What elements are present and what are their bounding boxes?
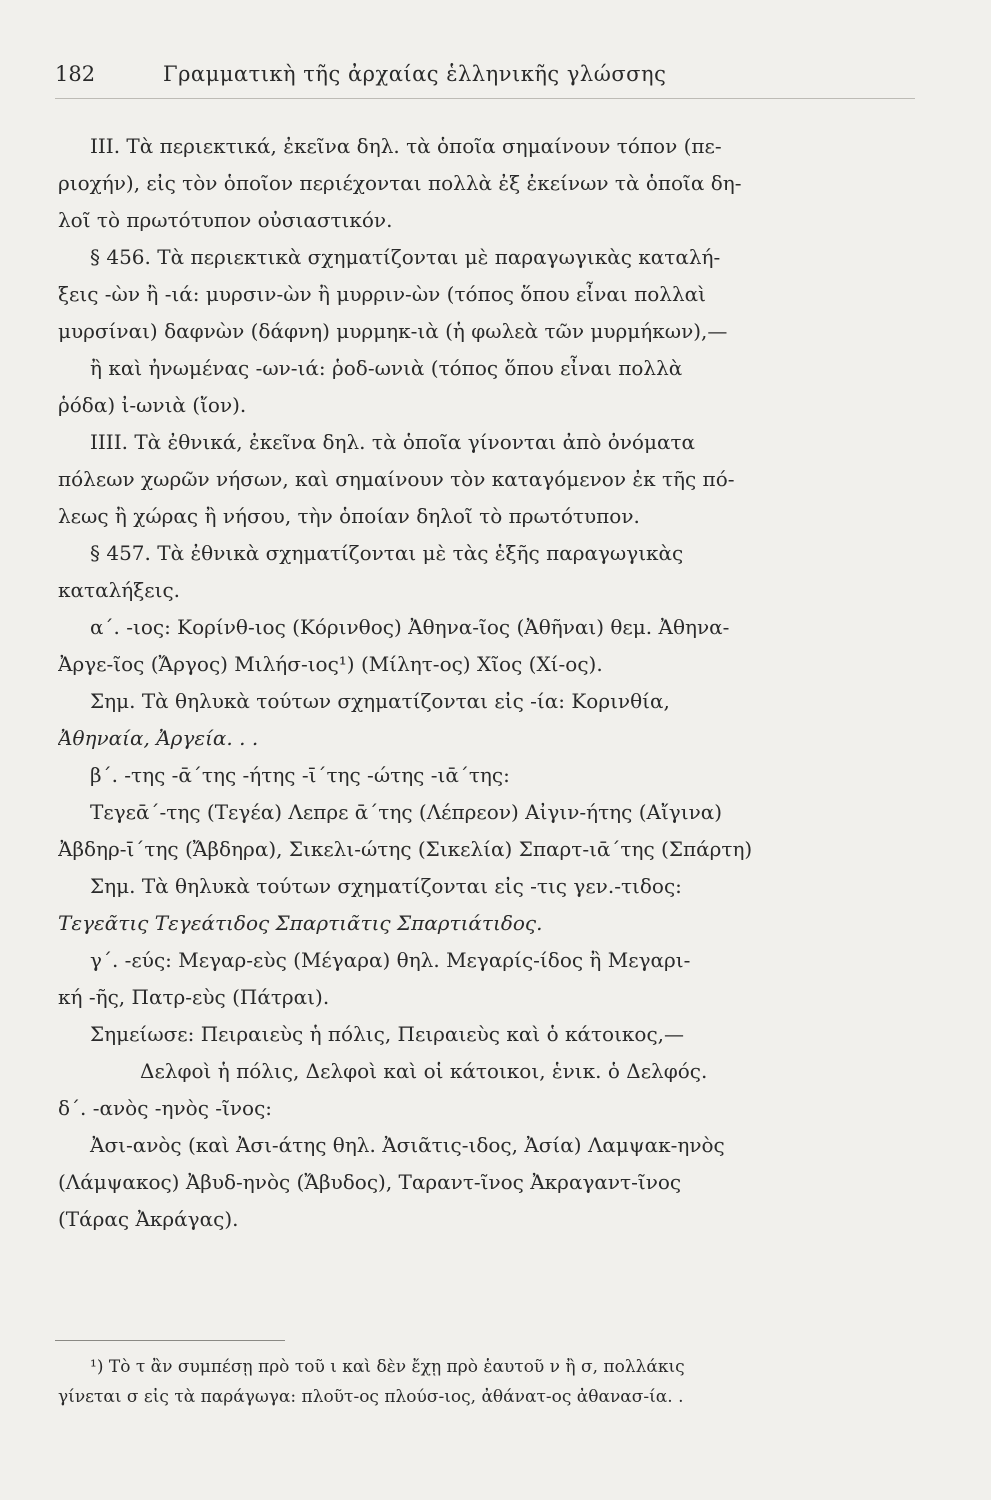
- text-line: ῥόδα) ἰ-ωνιὰ (ἴον).: [58, 393, 247, 417]
- text-line: α΄. -ιος: Κορίνθ-ιος (Κόρινθος) Ἀθηνα-ῖος (Ἀθῆναι) θεμ. Ἀθηνα-: [90, 615, 730, 639]
- footnote-rule: [55, 1340, 285, 1341]
- text-line: III. Τὰ περιεκτικά, ἐκεῖνα δηλ. τὰ ὁποῖα σημαίνουν τόπον (πε-: [90, 134, 722, 158]
- text-line: β΄. -της -ᾱ΄της -ήτης -ῑ΄της -ώτης -ιᾱ΄της:: [90, 763, 510, 787]
- text-line: Σημ. Τὰ θηλυκὰ τούτων σχηματίζονται εἰς -τις γεν.-τιδος:: [90, 874, 682, 898]
- text-line: (Λάμψακος) Ἀβυδ-ηνὸς (Ἄβυδος), Ταραντ-ῖνος Ἀκραγαντ-ῖνος: [58, 1170, 682, 1194]
- text-line: Τεγεᾶτις Τεγεάτιδος Σπαρτιᾶτις Σπαρτιάτιδος.: [58, 911, 543, 935]
- text-line: Ἀβδηρ-ῑ΄της (Ἄβδηρα), Σικελι-ώτης (Σικελία) Σπαρτ-ιᾱ΄της (Σπάρτη): [58, 837, 753, 861]
- text-line: Δελφοὶ ἡ πόλις, Δελφοὶ καὶ οἱ κάτοικοι, ἑνικ. ὁ Δελφός.: [140, 1059, 708, 1083]
- running-title: Γραμματικὴ τῆς ἀρχαίας ἑλληνικῆς γλώσσης: [163, 62, 667, 86]
- text-line: (Τάρας Ἀκράγας).: [58, 1207, 239, 1231]
- text-line: δ΄. -ανὸς -ηνὸς -ῖνος:: [58, 1096, 273, 1120]
- footnote: [58, 1352, 918, 1412]
- text-line: λοῖ τὸ πρωτότυπον οὐσιαστικόν.: [58, 208, 393, 232]
- text-line: κή -ῆς, Πατρ-εὺς (Πάτραι).: [58, 985, 330, 1009]
- text-line: § 456. Τὰ περιεκτικὰ σχηματίζονται μὲ παραγωγικὰς καταλή-: [90, 245, 721, 269]
- text-line: ριοχήν), εἰς τὸν ὁποῖον περιέχονται πολλὰ ἐξ ἐκείνων τὰ ὁποῖα δη-: [58, 171, 742, 195]
- text-line: καταλήξεις.: [58, 578, 181, 602]
- text-line: Ἀσι-ανὸς (καὶ Ἀσι-άτης θηλ. Ἀσιᾶτις-ιδος, Ἀσία) Λαμψακ-ηνὸς: [90, 1133, 725, 1157]
- header-rule: [55, 98, 915, 99]
- text-line: Σημείωσε: Πειραιεὺς ἡ πόλις, Πειραιεὺς καὶ ὁ κάτοικος,—: [90, 1022, 685, 1046]
- main-text: [58, 128, 918, 1238]
- text-line: μυρσίναι) δαφνὼν (δάφνη) μυρμηκ-ιὰ (ἡ φωλεὰ τῶν μυρμήκων),—: [58, 319, 728, 343]
- text-line: ἢ καὶ ἠνωμένας -ων-ιά: ῥοδ-ωνιὰ (τόπος ὅπου εἶναι πολλὰ: [90, 356, 683, 380]
- text-line: ξεις -ὼν ἢ -ιά: μυρσιν-ὼν ἢ μυρριν-ὼν (τόπος ὅπου εἶναι πολλαὶ: [58, 282, 706, 306]
- footnote-line: ¹) Τὸ τ ἂν συμπέσῃ πρὸ τοῦ ι καὶ δὲν ἔχῃ πρὸ ἑαυτοῦ ν ἢ σ, πολλάκις: [90, 1357, 685, 1377]
- text-line: γ΄. -εύς: Μεγαρ-εὺς (Μέγαρα) θηλ. Μεγαρίς-ίδος ἢ Μεγαρι-: [90, 948, 691, 972]
- page-number: 182: [55, 62, 96, 86]
- text-line: λεως ἢ χώρας ἢ νήσου, τὴν ὁποίαν δηλοῖ τὸ πρωτότυπον.: [58, 504, 640, 528]
- text-line: Σημ. Τὰ θηλυκὰ τούτων σχηματίζονται εἰς -ία: Κορινθία,: [90, 689, 670, 713]
- text-line: § 457. Τὰ ἐθνικὰ σχηματίζονται μὲ τὰς ἑξῆς παραγωγικὰς: [90, 541, 684, 565]
- text-line: Τεγεᾱ΄-της (Τεγέα) Λεπρε ᾱ΄της (Λέπρεον) Αἰγιν-ήτης (Αἴγινα): [90, 800, 723, 824]
- text-line: Ἀργε-ῖος (Ἄργος) Μιλήσ-ιος¹) (Μίλητ-ος) Χῖος (Χί-ος).: [58, 652, 603, 676]
- text-line: IIII. Τὰ ἐθνικά, ἐκεῖνα δηλ. τὰ ὁποῖα γίνονται ἀπὸ ὀνόματα: [90, 430, 696, 454]
- text-line: πόλεων χωρῶν νήσων, καὶ σημαίνουν τὸν καταγόμενον ἐκ τῆς πό-: [58, 467, 735, 491]
- text-line: Ἀθηναία, Ἀργεία. . .: [58, 726, 259, 750]
- footnote-line: γίνεται σ εἰς τὰ παράγωγα: πλοῦτ-ος πλούσ-ιος, ἀθάνατ-ος ἀθανασ-ία. .: [58, 1387, 684, 1407]
